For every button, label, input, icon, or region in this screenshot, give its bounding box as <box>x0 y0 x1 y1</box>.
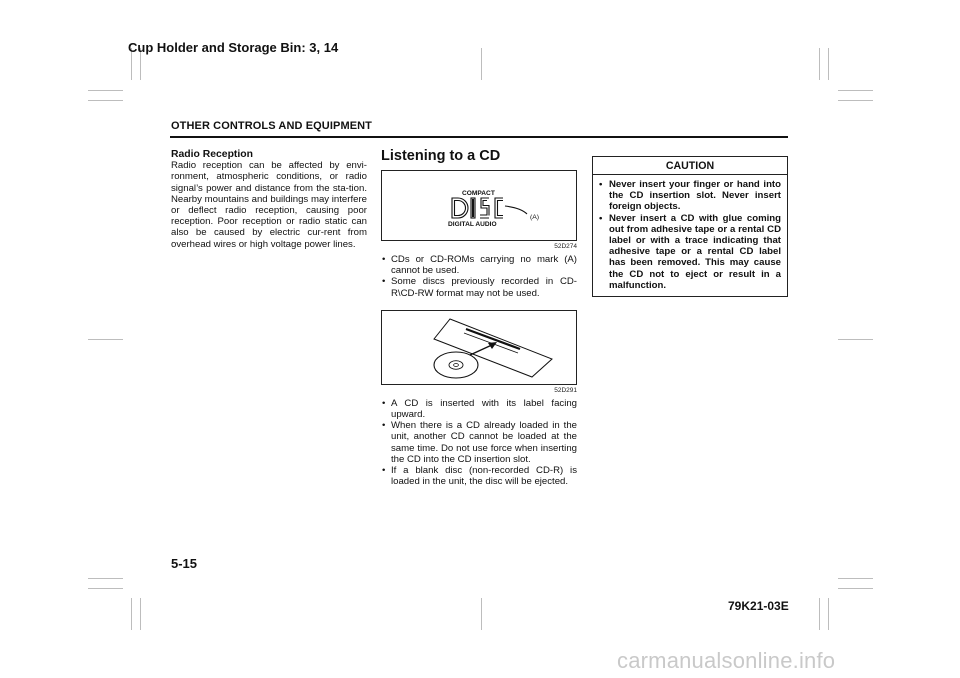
list-item: • Never insert a CD with glue coming out from adhesive tape or a rental CD label or with a trace indicating that adhesive tape or a rental CD label has been removed. This may cause the CD not to eject or result in a malfunction. <box>599 213 781 291</box>
listening-to-cd-heading: Listening to a CD <box>381 148 501 164</box>
crop-mark <box>88 578 123 579</box>
crop-mark <box>828 48 829 80</box>
list-item: • If a blank disc (non-recorded CD-R) is loaded in the unit, the disc will be ejected. <box>381 465 577 487</box>
caution-box <box>592 156 788 297</box>
section-header: OTHER CONTROLS AND EQUIPMENT <box>171 120 373 132</box>
caution-title: CAUTION <box>593 157 787 175</box>
crop-mark <box>88 588 123 589</box>
list-item: • CDs or CD-ROMs carrying no mark (A) cannot be used. <box>381 254 577 276</box>
list-item: • A CD is inserted with its label facing upward. <box>381 398 577 420</box>
cd-insertion-list <box>381 398 577 488</box>
radio-reception-body: Radio reception can be affected by envi-ronment, atmospheric conditions, or radio signal’s power and distance from the sta-tion. Nearby mountains and buildings may interfere or deflect radio reception, causing poor reception. Poor reception or radio static can also be caused by electric cur-rent from overhead wires or high voltage power lines. <box>171 160 367 250</box>
crop-mark <box>88 100 123 101</box>
top-title: Cup Holder and Storage Bin: 3, 14 <box>128 40 339 55</box>
crop-mark <box>88 90 123 91</box>
crop-mark <box>838 90 873 91</box>
crop-mark <box>838 100 873 101</box>
crop-mark <box>481 598 482 630</box>
compact-disc-logo-figure <box>381 170 577 241</box>
compact-disc-logo-icon <box>382 171 576 240</box>
header-rule <box>170 136 788 138</box>
crop-mark <box>838 578 873 579</box>
list-item: • Never insert your finger or hand into the CD insertion slot. Never insert foreign objects. <box>599 179 781 213</box>
page-number: 5-15 <box>171 556 198 571</box>
logo-top-text: COMPACT <box>462 190 495 197</box>
list-item: • Some discs previously recorded in CD-R\CD-RW format may not be used. <box>381 276 577 298</box>
radio-reception-section <box>171 149 367 250</box>
logo-bottom-text: DIGITAL AUDIO <box>448 221 497 228</box>
crop-mark <box>819 598 820 630</box>
crop-mark <box>88 339 123 340</box>
watermark: carmanualsonline.info <box>617 648 836 673</box>
cd-compatibility-list <box>381 254 577 299</box>
crop-mark <box>131 598 132 630</box>
crop-mark <box>481 48 482 80</box>
crop-mark <box>838 588 873 589</box>
cd-insertion-figure <box>381 310 577 385</box>
crop-mark <box>828 598 829 630</box>
caution-list <box>593 175 787 296</box>
figure-code: 52D274 <box>554 243 577 250</box>
listening-to-cd-section <box>381 148 577 487</box>
crop-mark <box>838 339 873 340</box>
radio-reception-heading: Radio Reception <box>171 149 253 160</box>
logo-callout-label: (A) <box>530 214 540 221</box>
document-code: 79K21-03E <box>728 599 789 613</box>
figure-code: 52D291 <box>554 386 577 394</box>
crop-mark <box>140 598 141 630</box>
crop-mark <box>819 48 820 80</box>
list-item: • When there is a CD already loaded in the unit, another CD cannot be loaded at the same time. Do not use force when inserting the CD into the CD insertion slot. <box>381 420 577 465</box>
cd-insertion-slot-icon <box>382 311 576 384</box>
